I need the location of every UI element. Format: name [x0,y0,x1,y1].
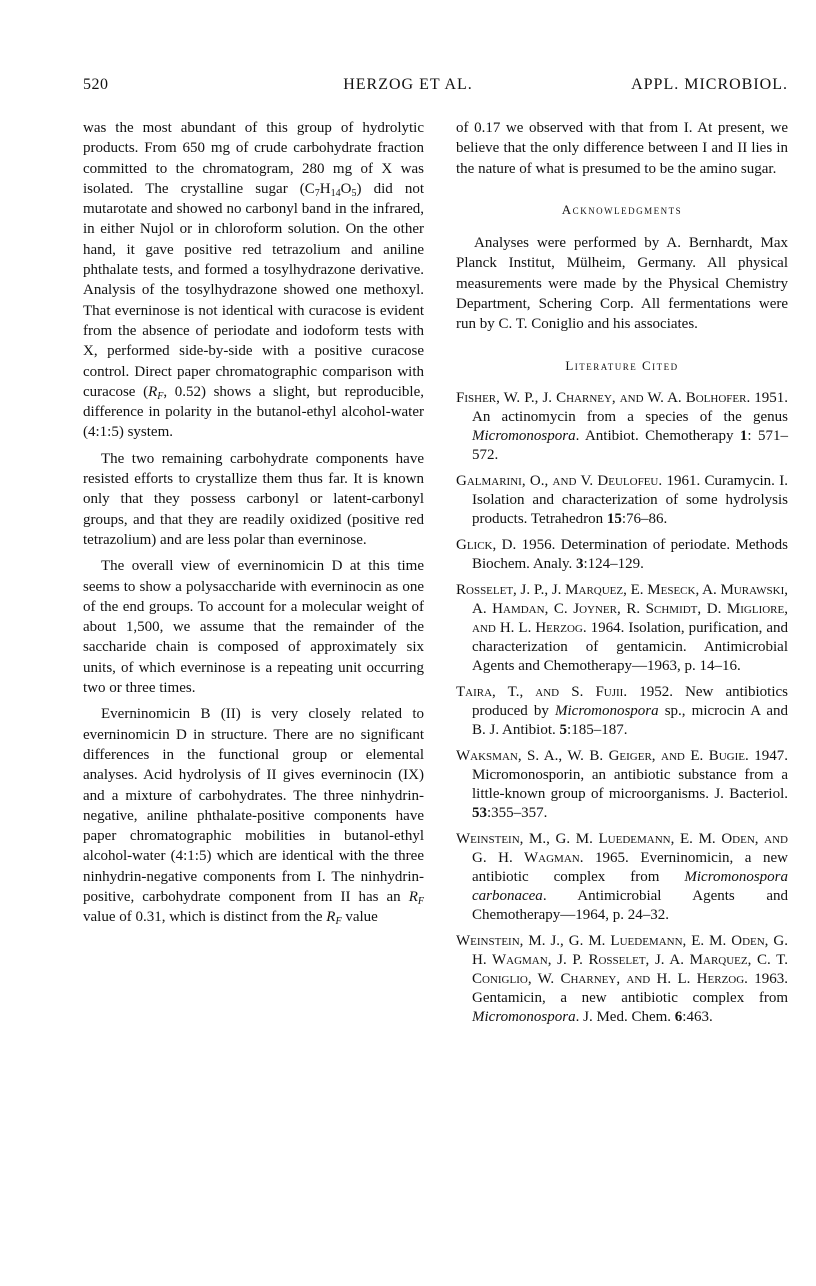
left-column [83,118,424,928]
reference-item: Taira, T., and S. Fujii. 1952. New antibiotics produced by Micromonospora sp., microcin A and B. J. Antibiot. 5:185–187. [456,683,788,738]
paragraph-carbohydrates: The two remaining carbohydrate components have resisted efforts to crystallize them thus far. It is known only that they possess carbonyl or latent-carbonyl groups, and that they are readily oxidized (positive red tetrazolium) and are less polar than everninose. [83,450,424,548]
reference-item: Waksman, S. A., W. B. Geiger, and E. Bugie. 1947. Micromonosporin, an antibiotic substance from a little-known group of microorganisms. J. Bacteriol. 53:355–357. [456,747,788,821]
page-number: 520 [83,76,109,93]
acknowledgments-text: Analyses were performed by A. Bernhardt, Max Planck Institut, Mülheim, Germany. All physical measurements were made by the Physical Chemistry Department, Schering Corp. All fermentations were run by C. T. Coniglio and his associates. [456,235,788,333]
paragraph-overall-view: The overall view of everninomicin D at this time seems to show a polysaccharide with everninocin as one of the end groups. To account for a molecular weight of about 1,500, we assume that the remainder of the saccharide chain is composed of approximately six units, of which everninose is a repeating unit occurring two or three times. [83,558,424,697]
paragraph-continued: of 0.17 we observed with that from I. At present, we believe that the only difference between I and II lies in the nature of what is presumed to be the amino sugar. [456,120,788,177]
reference-item: Glick, D. 1956. Determination of periodate. Methods Biochem. Analy. 3:124–129. [456,536,789,572]
reference-list [456,389,788,1027]
literature-cited-heading: Literature Cited [565,357,679,373]
reference-item: Galmarini, O., and V. Deulofeu. 1961. Curamycin. I. Isolation and characterization of some hydrolysis products. Tetrahedron 15:76–86. [456,472,788,527]
paragraph-everninose: was the most abundant of this group of hydrolytic products. From 650 mg of crude carbohydrate fraction committed to the chromatogram, 280 mg of X was isolated. The crystalline sugar $(C_7H_{14}O_5)$ did not mutarotate and showed no carbonyl band in the infrared, in either Nujol or in chloroform solution. On the other hand, it gave positive red tetrazolium and aniline phthalate tests, and formed a tosylhydrazone derivative. Analysis of the tosylhydrazone showed one methoxyl. That everninose is not identical with curacose is evident from the absence of periodate and iodoform tests with X, performed side-by-side with a positive curacose control. Direct paper chromatographic comparison with curacose ($R_F$, 0.52) shows a slight, but reproducible, difference in polarity in the butanol-ethyl alcohol-water (4:1:5) system. [83,120,424,441]
reference-item: Rosselet, J. P., J. Marquez, E. Meseck, A. Murawski, A. Hamdan, C. Joyner, R. Schmidt, D. Migliore, and H. L. Herzog. 1964. Isolation, purification, and characterization of gentamicin. Antimicrobial Agents and Chemotherapy—1963, p. 14–16. [456,581,788,674]
reference-item: Weinstein, M. J., G. M. Luedemann, E. M. Oden, G. H. Wagman, J. P. Rosselet, J. A. Marquez, C. T. Coniglio, W. Charney, and H. L. Herzog. 1963. Gentamicin, a new antibiotic complex from Micromonospora. J. Med. Chem. 6:463. [456,932,789,1025]
reference-item: Fisher, W. P., J. Charney, and W. A. Bolhofer. 1951. An actinomycin from a species of the genus Micromonospora. Antibiot. Chemotherapy 1: 571–572. [456,389,789,463]
journal-name: APPL. MICROBIOL. [631,76,788,93]
reference-item: Weinstein, M., G. M. Luedemann, E. M. Oden, and G. H. Wagman. 1965. Everninomicin, a new antibiotic complex from Micromonospora carbonacea. Antimicrobial Agents and Chemotherapy—1964, p. 24–32. [456,830,789,923]
right-column [456,118,788,1034]
paragraph-everninomicin-b: Everninomicin B (II) is very closely related to everninomicin D in structure. There are no significant differences in the functional group or elemental analyses. Acid hydrolysis of II gives everninocin (IX) and a mixture of carbohydrates. The three ninhydrin-negative, aniline phthalate-positive components have paper chromatographic mobilities in butanol-ethyl alcohol-water (4:1:5) which are identical with the three ninhydrin-negative components from I. The ninhydrin-positive, carbohydrate component from II has an $R_F$ value of 0.31, which is distinct from the $R_F$ value [83,706,424,928]
acknowledgments-heading: Acknowledgments [561,201,683,217]
running-title: HERZOG ET AL. [343,76,473,93]
